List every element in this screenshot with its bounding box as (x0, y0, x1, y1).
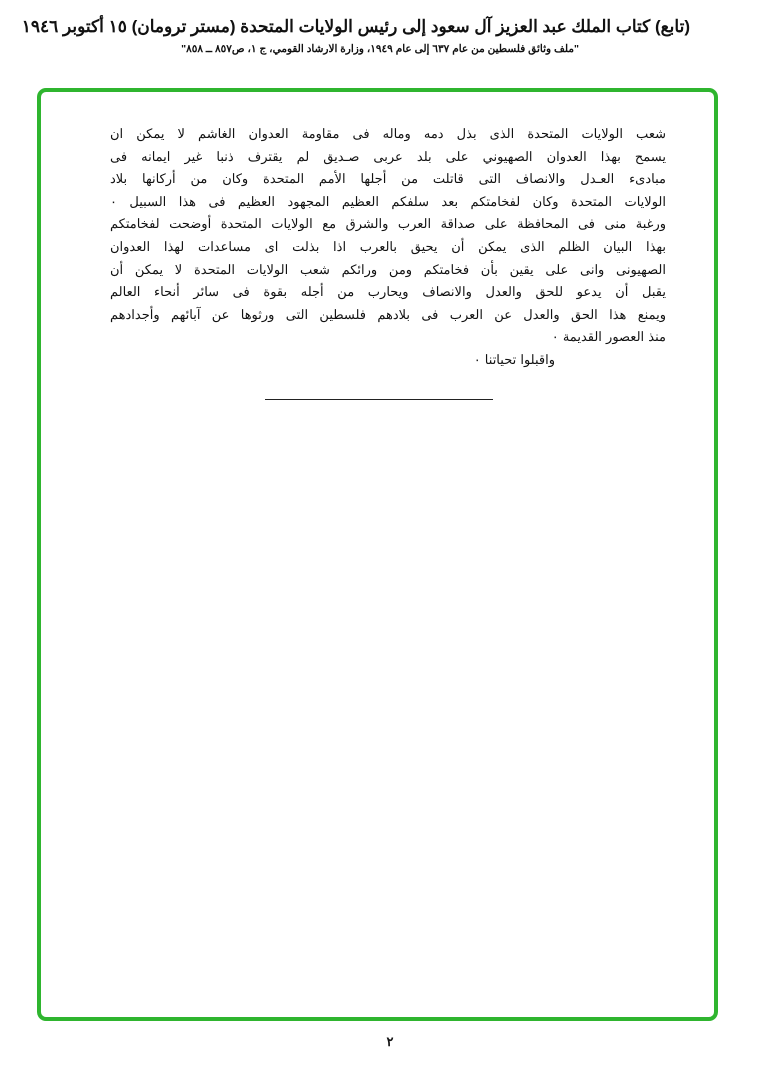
letter-line: شعب الولايات المتحدة الذى بذل دمه وماله فى مقاومة العدوان الغاشم لا يمكن ان (110, 127, 666, 142)
letter-line: الصهيونى وانى على يقين بأن فخامتكم ومن ورائكم شعب الولايات المتحدة لا يمكن أن (110, 262, 666, 278)
document-title: (تابع) كتاب الملك عبد العزيز آل سعود إلى رئيس الولايات المتحدة (مستر ترومان) ١٥ أكتوبر ١٩٤٦ (21, 17, 690, 36)
page-number: ٢ (386, 1034, 394, 1049)
letter-line: بهذا البيان الظلم الذى يمكن أن يحيق بالعرب اذا بذلت اى مساعدات لهذا العدوان (110, 239, 666, 255)
divider-rule (265, 399, 493, 400)
letter-line: الولايات المتحدة وكان لفخامتكم بعد سلفكم العظيم المجهود العظيم فى هذا السبيل ٠ (110, 194, 666, 210)
letter-line: يقبل أن يدعو للحق والعدل والانصاف ويحارب من أجله بقوة فى سائر أنحاء العالم (110, 285, 666, 301)
letter-closing: واقبلوا تحياتنا ٠ (473, 353, 555, 368)
letter-line: ويمنع هذا الحق والعدل عن العرب فى بلادهم فلسطين التى ورثوها عن آبائهم وأجدادهم (110, 307, 666, 323)
letter-body (110, 124, 666, 350)
letter-line: يسمح بهذا العدوان الصهيوني على بلد عربى صـديق لم يقترف ذنبا غير ايمانه فى (110, 149, 666, 165)
document-source: "ملف وثائق فلسطين من عام ٦٣٧ إلى عام ١٩٤٩، وزارة الارشاد القومي، ج ١، ص٨٥٧ ــ ٨٥٨" (181, 43, 579, 55)
letter-line: منذ العصور القديمة ٠ (551, 330, 666, 346)
letter-line: مبادىء العـدل والانصاف التى قاتلت من أجلها الأمم المتحدة وكان من أركانها بلاد (110, 172, 666, 188)
letter-line: ورغبة منى فى المحافظة على صداقة العرب والشرق مع الولايات المتحدة أوضحت لفخامتكم (110, 217, 666, 233)
